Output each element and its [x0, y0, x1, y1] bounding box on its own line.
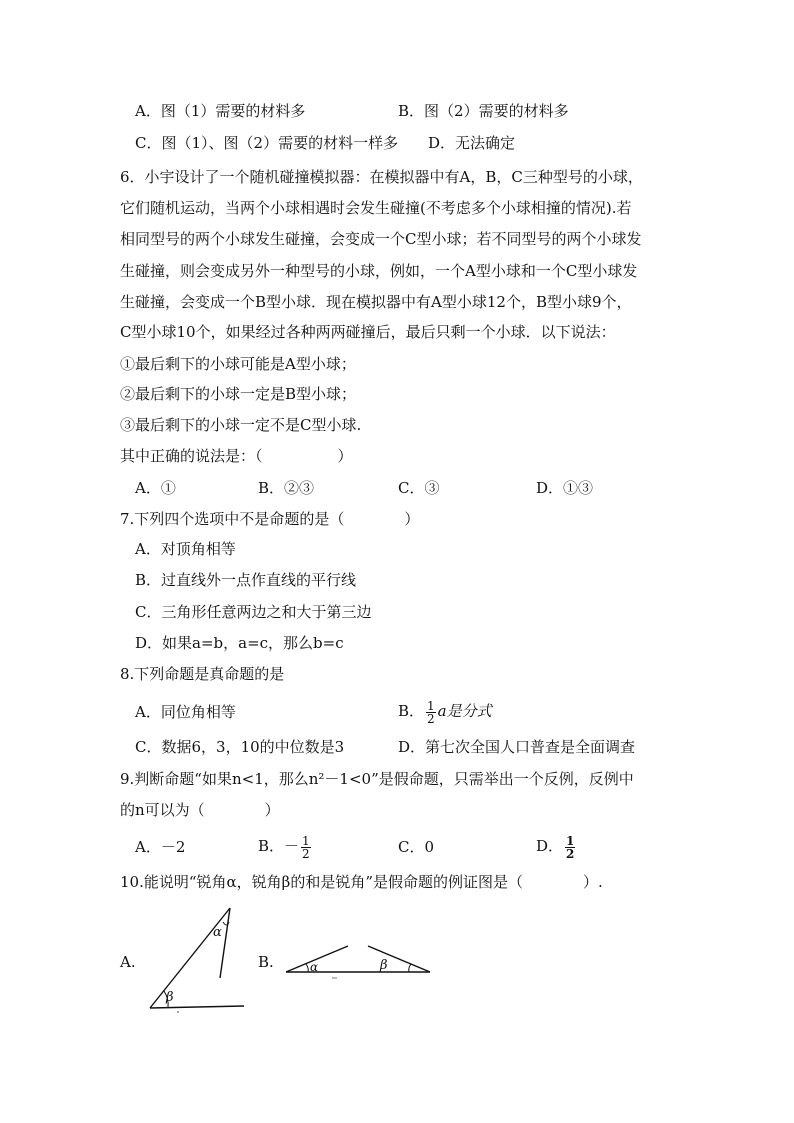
q5-option-c: C．图（1）、图（2）需要的材料一样多 [135, 134, 399, 152]
q10-figure-a-label: A. [120, 953, 136, 971]
q7-stem: 7.下列四个选项中不是命题的是（ ） [120, 510, 420, 528]
q10-figure-b [280, 938, 436, 984]
figure-a-base [150, 1006, 244, 1008]
figure-b-beta-label: β [380, 958, 388, 973]
figure-b-beta-arc [409, 964, 411, 972]
q6-line-4: 生碰撞，则会变成另外一种型号的小球，例如，一个A型小球和一个C型小球发 [120, 262, 638, 280]
figure-a-beta-label: β [166, 990, 174, 1005]
figure-a-hypotenuse [150, 908, 230, 1008]
q8-option-d: D．第七次全国人口普查是全面调查 [398, 738, 636, 756]
q9-option-b [258, 829, 313, 863]
q8-option-b-suffix: a是分式 [437, 702, 492, 720]
q9-line-1: 9.判断命题“如果n<1，那么n²－1<0”是假命题，只需举出一个反例，反例中 [120, 770, 634, 788]
fraction-numerator: 1 [427, 698, 435, 713]
figure-b-right-ray [368, 946, 430, 972]
fraction-denominator: 2 [302, 846, 310, 861]
q10-figure-b-label: B. [258, 953, 274, 971]
q6-statement-2: ②最后剩下的小球一定是B型小球； [120, 385, 357, 403]
figure-a-alpha-label: α [213, 925, 222, 940]
figure-b-alpha-arc [306, 964, 308, 972]
q7-option-c: C．三角形任意两边之和大于第三边 [135, 603, 372, 621]
q9-option-d-fraction [565, 835, 575, 860]
q7-option-d: D．如果a=b，a=c，那么b=c [135, 634, 344, 652]
q7-option-a: A．对顶角相等 [135, 540, 236, 558]
fraction-denominator: 2 [566, 846, 575, 861]
q8-stem: 8.下列命题是真命题的是 [120, 665, 285, 683]
q6-line-5: 生碰撞，会变成一个B型小球．现在模拟器中有A型小球12个，B型小球9个， [120, 293, 632, 311]
q9-option-b-fraction [301, 835, 311, 860]
q5-option-b: B．图（2）需要的材料多 [398, 102, 569, 120]
q9-option-d-prefix: D． [536, 837, 564, 855]
q6-option-d: D．①③ [536, 479, 594, 497]
q9-option-b-prefix: B．－ [258, 837, 300, 855]
figure-b-alpha-label: α [310, 960, 319, 974]
fraction-numerator: 1 [302, 833, 310, 848]
q9-option-c: C．0 [398, 838, 435, 856]
q10-stem: 10.能说明“锐角α，锐角β的和是锐角”是假命题的例证图是（ ）. [120, 873, 603, 891]
q6-option-a: A．① [135, 479, 176, 497]
q6-line-3: 相同型号的两个小球发生碰撞，会变成一个C型小球；若不同型号的两个小球发 [120, 230, 642, 248]
q9-option-d [536, 829, 577, 863]
fraction-numerator: 1 [566, 833, 575, 848]
q6-line-6: C型小球10个，如果经过各种两两碰撞后，最后只剩一个小球．以下说法： [120, 323, 616, 341]
q6-line-2: 它们随机运动，当两个小球相遇时会发生碰撞(不考虑多个小球相撞的情况).若 [120, 199, 632, 217]
q6-statement-1: ①最后剩下的小球可能是A型小球； [120, 355, 356, 373]
q5-option-d: D．无法确定 [428, 134, 516, 152]
q6-option-b: B．②③ [258, 479, 315, 497]
q6-option-c: C．③ [398, 479, 440, 497]
q6-statement-3: ③最后剩下的小球一定不是C型小球. [120, 416, 362, 434]
q8-option-b [398, 694, 492, 728]
q8-option-c: C．数据6，3，10的中位数是3 [135, 738, 345, 756]
q6-prompt: 其中正确的说法是：（ ） [120, 447, 353, 465]
q6-line-1: 6．小宇设计了一个随机碰撞模拟器：在模拟器中有A，B，C三种型号的小球， [120, 168, 643, 186]
fraction-denominator: 2 [427, 711, 435, 726]
q7-option-b: B．过直线外一点作直线的平行线 [135, 571, 357, 589]
q8-option-b-fraction [426, 700, 436, 725]
q5-option-a: A．图（1）需要的材料多 [135, 102, 306, 120]
q10-figure-a [140, 900, 255, 1020]
q8-option-a: A．同位角相等 [135, 703, 236, 721]
q9-option-a: A．－2 [135, 838, 186, 856]
q9-line-2: 的n可以为（ ） [120, 801, 280, 819]
q8-option-b-prefix: B． [398, 702, 425, 720]
